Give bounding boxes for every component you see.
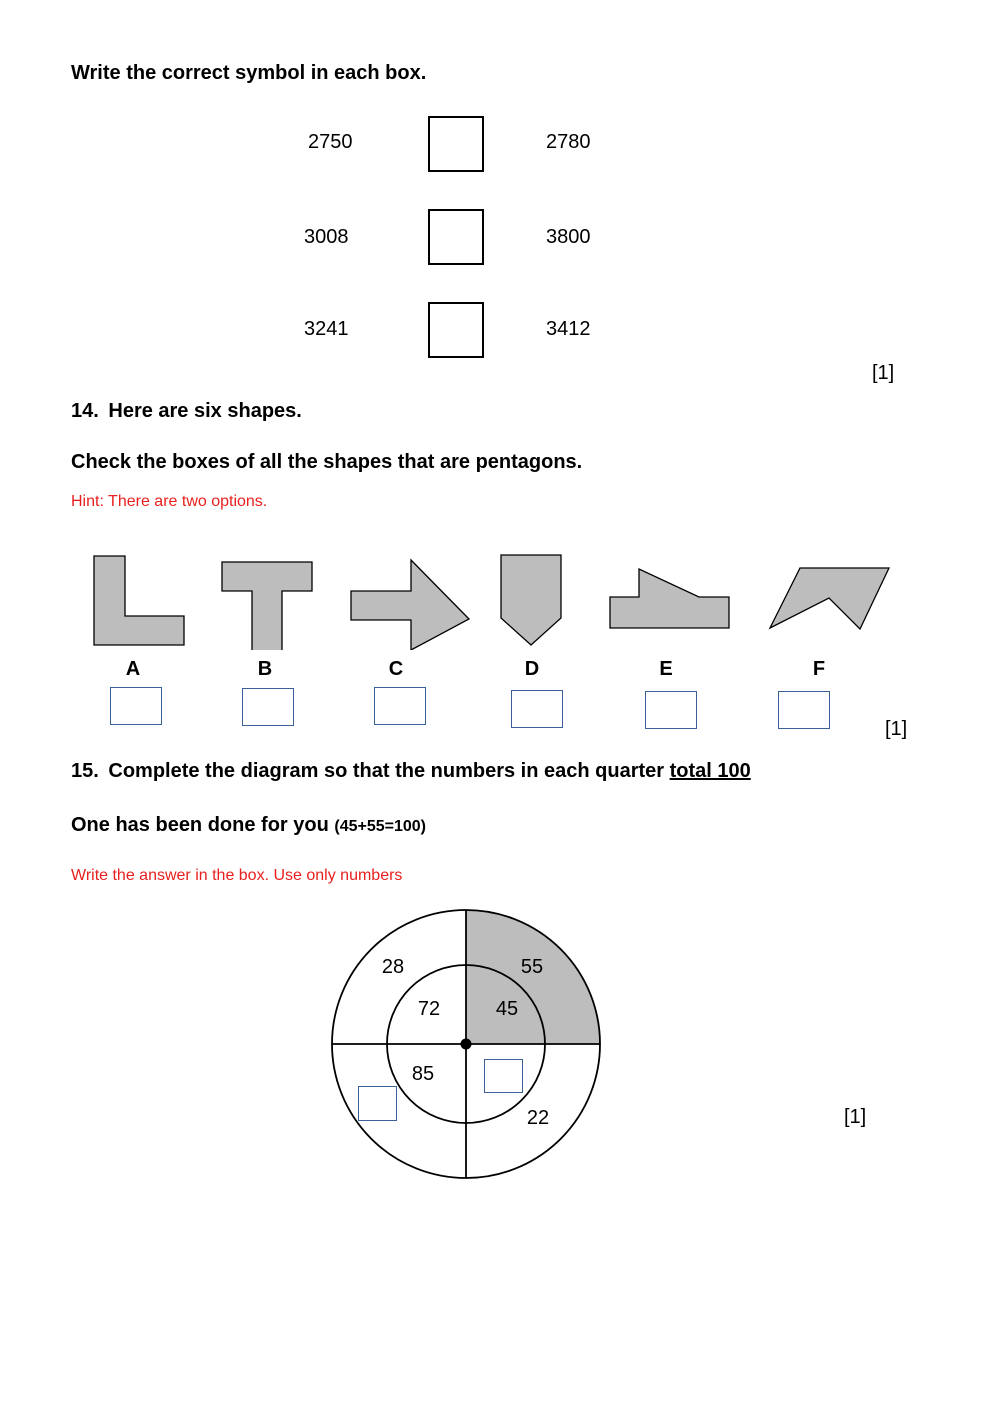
q15-hint: Write the answer in the box. Use only numbers — [71, 867, 403, 884]
q14-number: 14. — [71, 400, 99, 422]
checkbox-shape-c[interactable] — [374, 687, 426, 725]
shape-label-a: A — [125, 658, 141, 680]
shape-b-t — [222, 562, 312, 650]
checkbox-shape-a[interactable] — [110, 687, 162, 725]
q13-row3-symbol-box[interactable] — [428, 302, 484, 358]
q15-diagram — [320, 900, 620, 1190]
num-outer-bottom-right: 22 — [526, 1107, 550, 1129]
checkbox-shape-b[interactable] — [242, 688, 294, 726]
shape-e-pentagon — [610, 569, 729, 628]
num-inner-top-left: 72 — [417, 998, 441, 1020]
shape-label-b: B — [257, 658, 273, 680]
num-inner-top-right: 45 — [495, 998, 519, 1020]
q13-row2-right: 3800 — [546, 226, 591, 248]
shape-label-f: F — [812, 658, 826, 680]
q13-mark: [1] — [872, 362, 895, 384]
checkbox-shape-d[interactable] — [511, 690, 563, 728]
shape-label-c: C — [388, 658, 404, 680]
answer-box-outer-bottom-left[interactable] — [358, 1086, 397, 1121]
q15-example: (45+55=100) — [334, 818, 427, 835]
num-outer-top-right: 55 — [520, 956, 544, 978]
center-dot — [461, 1039, 472, 1050]
q14-hint: Hint: There are two options. — [71, 493, 268, 510]
shape-a-l — [94, 556, 184, 645]
q14-instruction: Check the boxes of all the shapes that are pentagons. — [71, 451, 583, 473]
q14-shapes — [0, 540, 1000, 650]
q13-row2-left: 3008 — [304, 226, 349, 248]
q15-mark: [1] — [844, 1106, 867, 1128]
shape-d-pentagon — [501, 555, 561, 645]
q13-row2-symbol-box[interactable] — [428, 209, 484, 265]
q15-title — [71, 760, 751, 783]
shape-label-e: E — [659, 658, 673, 680]
num-outer-top-left: 28 — [381, 956, 405, 978]
q15-subheading — [71, 814, 426, 837]
q15-heading-underlined: total 100 — [669, 760, 751, 782]
answer-box-inner-bottom-right[interactable] — [484, 1059, 523, 1093]
shape-label-d: D — [524, 658, 540, 680]
shape-f — [770, 568, 889, 629]
checkbox-shape-e[interactable] — [645, 691, 697, 729]
q13-heading: Write the correct symbol in each box. — [71, 62, 427, 84]
q14-title — [71, 400, 302, 423]
q14-heading: Here are six shapes. — [108, 400, 302, 422]
q15-subheading-text: One has been done for you — [71, 814, 329, 836]
q13-row1-left: 2750 — [308, 131, 353, 153]
q14-mark: [1] — [885, 718, 908, 740]
q13-row3-right: 3412 — [546, 318, 591, 340]
q13-row3-left: 3241 — [304, 318, 349, 340]
q15-heading: Complete the diagram so that the numbers in each quarter — [108, 760, 670, 782]
q13-row1-symbol-box[interactable] — [428, 116, 484, 172]
q15-number: 15. — [71, 760, 99, 782]
shape-c-arrow — [351, 560, 469, 650]
num-inner-bottom-left: 85 — [411, 1063, 435, 1085]
q13-row1-right: 2780 — [546, 131, 591, 153]
checkbox-shape-f[interactable] — [778, 691, 830, 729]
